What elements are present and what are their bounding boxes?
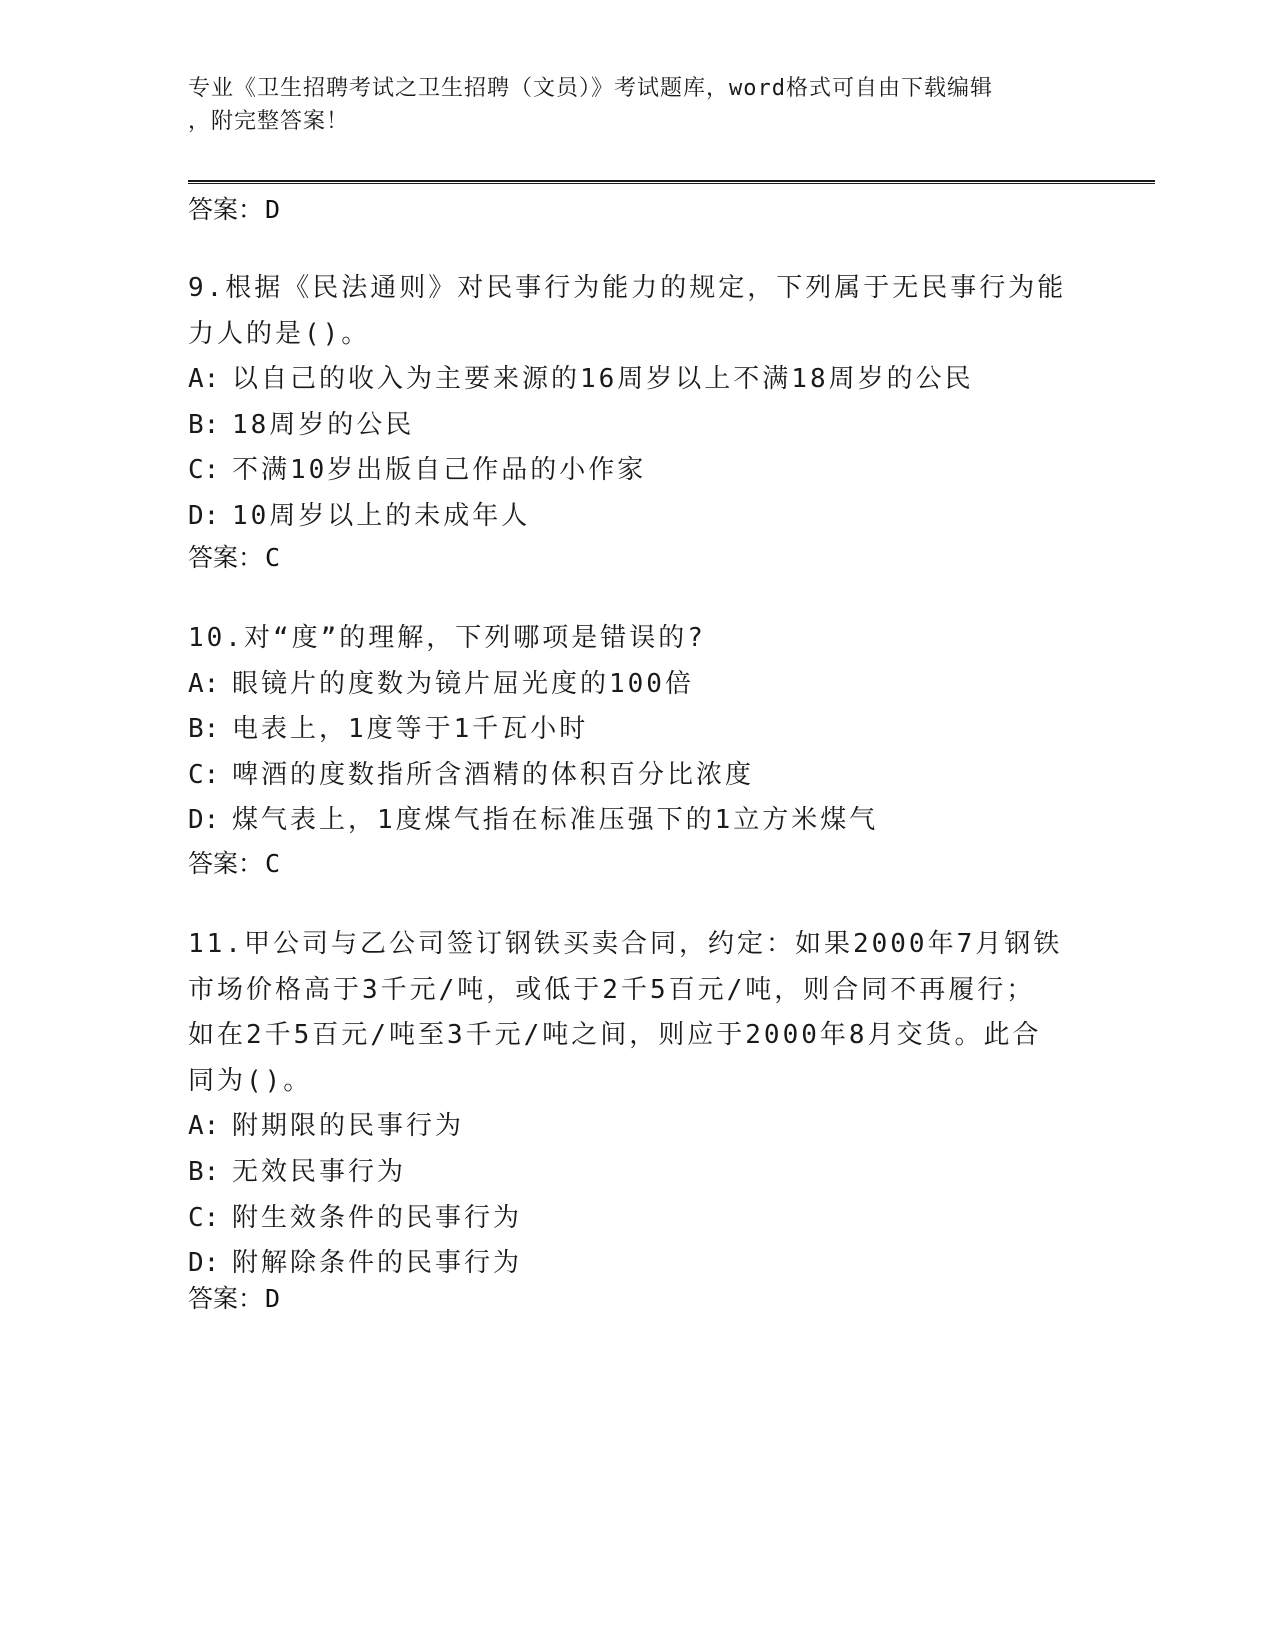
option-d: D: 煤气表上，1度煤气指在标准压强下的1立方米煤气 [188, 805, 879, 836]
answer-line [188, 540, 280, 576]
option-d: D: 10周岁以上的未成年人 [188, 500, 531, 531]
answer-label: 答案： [188, 1284, 264, 1313]
option-b: B: 无效民事行为 [188, 1156, 407, 1187]
question-stem-line: 如在2千5百元/吨至3千元/吨之间，则应于2000年8月交货。此合 [188, 1020, 1042, 1051]
document-header [188, 72, 1068, 138]
question-9 [188, 266, 1088, 540]
header-line-1: 专业《卫生招聘考试之卫生招聘（文员）》考试题库，word格式可自由下载编辑 [188, 76, 993, 101]
answer-line [188, 192, 280, 228]
option-d: D: 附解除条件的民事行为 [188, 1248, 523, 1279]
question-stem-line: 11.甲公司与乙公司签订钢铁买卖合同，约定：如果2000年7月钢铁 [188, 929, 1063, 959]
option-b: B: 18周岁的公民 [188, 409, 415, 440]
header-divider [188, 180, 1155, 184]
question-11 [188, 922, 1088, 1287]
option-a: A: 以自己的收入为主要来源的16周岁以上不满18周岁的公民 [188, 364, 974, 395]
option-a: A: 眼镜片的度数为镜片屈光度的100倍 [188, 668, 694, 699]
question-stem-line: 力人的是()。 [188, 318, 371, 349]
answer-value: C [265, 849, 281, 878]
answer-value: D [265, 195, 281, 224]
answer-label: 答案： [188, 849, 264, 878]
answer-label: 答案： [188, 543, 264, 572]
answer-value: C [265, 543, 281, 572]
option-c: C: 啤酒的度数指所含酒精的体积百分比浓度 [188, 759, 755, 790]
answer-line [188, 846, 280, 882]
header-line-2: ，附完整答案！ [188, 109, 350, 134]
answer-value: D [265, 1284, 281, 1313]
question-stem-line: 9.根据《民法通则》对民事行为能力的规定，下列属于无民事行为能 [188, 273, 1067, 303]
option-c: C: 不满10岁出版自己作品的小作家 [188, 455, 647, 486]
question-stem-line: 市场价格高于3千元/吨，或低于2千5百元/吨，则合同不再履行； [188, 974, 1036, 1005]
option-b: B: 电表上，1度等于1千瓦小时 [188, 714, 589, 745]
question-stem-line: 同为()。 [188, 1065, 313, 1096]
question-10 [188, 616, 1088, 844]
option-c: C: 附生效条件的民事行为 [188, 1202, 523, 1233]
answer-label: 答案： [188, 195, 264, 224]
answer-line [188, 1281, 280, 1317]
question-stem-line: 10.对“度”的理解，下列哪项是错误的? [188, 623, 706, 653]
option-a: A: 附期限的民事行为 [188, 1111, 465, 1142]
